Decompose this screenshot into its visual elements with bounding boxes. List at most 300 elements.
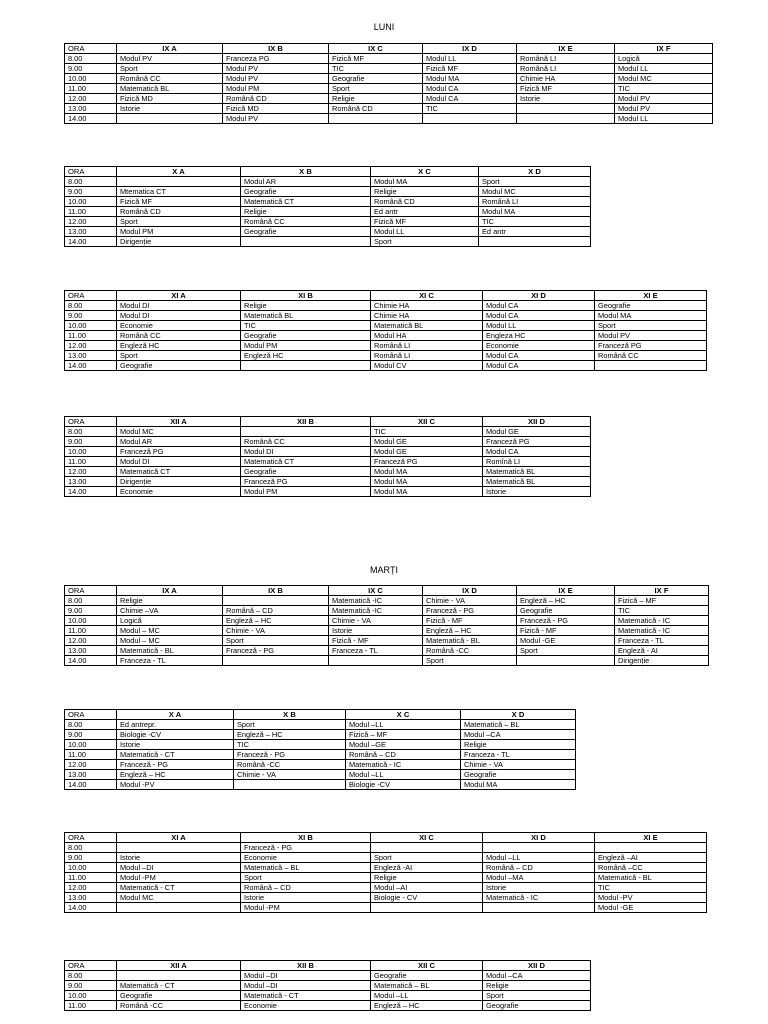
table-row (65, 636, 709, 646)
table-row (65, 467, 591, 477)
subject-cell: Franceză PG (241, 477, 371, 487)
hour-cell: 8.00 (65, 177, 117, 187)
table-row (65, 487, 591, 497)
subject-cell: Matematică BL (483, 477, 591, 487)
subject-cell: Modul –DI (241, 981, 371, 991)
table-row (65, 981, 591, 991)
subject-cell: Sport (595, 321, 707, 331)
subject-cell: Modul MA (371, 487, 483, 497)
table-row (65, 351, 707, 361)
table-row (65, 341, 707, 351)
subject-cell (117, 903, 241, 913)
subject-cell: Istorie (483, 883, 595, 893)
hour-cell: 14.00 (65, 237, 117, 247)
subject-cell: Modul –LL (371, 991, 483, 1001)
subject-cell: Matematică - CT (117, 981, 241, 991)
subject-cell: Română LI (479, 197, 591, 207)
subject-cell: Română CC (241, 217, 371, 227)
table-row (65, 971, 591, 981)
subject-cell: Chimie - VA (329, 616, 423, 626)
subject-cell (223, 596, 329, 606)
header-class: IX B (223, 44, 329, 54)
subject-cell: Sport (479, 177, 591, 187)
subject-cell: Modul CA (483, 311, 595, 321)
table-row (65, 656, 709, 666)
subject-cell: Fizică MF (517, 84, 615, 94)
subject-cell: Ed antrepr. (117, 720, 234, 730)
hour-cell: 8.00 (65, 971, 117, 981)
header-class: IX D (423, 586, 517, 596)
header-ora: ORA (65, 961, 117, 971)
table-row (65, 780, 576, 790)
subject-cell: Sport (223, 636, 329, 646)
subject-cell: Modul PM (241, 341, 371, 351)
table-row (65, 104, 713, 114)
header-class: IX F (615, 44, 713, 54)
hour-cell: 13.00 (65, 227, 117, 237)
timetable-marti-ix (64, 585, 709, 666)
subject-cell: TIC (423, 104, 517, 114)
header-class: X D (461, 710, 576, 720)
subject-cell (234, 780, 346, 790)
hour-cell: 14.00 (65, 903, 117, 913)
subject-cell: Modul CV (371, 361, 483, 371)
header-class: XI E (595, 291, 707, 301)
subject-cell: Chimie - VA (423, 596, 517, 606)
subject-cell: Istorie (241, 893, 371, 903)
subject-cell: Modul DI (241, 447, 371, 457)
timetable-marti-xi (64, 832, 707, 913)
hour-cell: 10.00 (65, 74, 117, 84)
subject-cell: Geografie (241, 187, 371, 197)
header-class: X C (371, 167, 479, 177)
subject-cell: Modul LL (483, 321, 595, 331)
subject-cell: Ed antr (371, 207, 479, 217)
subject-cell (117, 177, 241, 187)
subject-cell (371, 843, 483, 853)
hour-cell: 12.00 (65, 217, 117, 227)
header-class: X B (234, 710, 346, 720)
hour-cell: 13.00 (65, 646, 117, 656)
subject-cell: Română LI (371, 341, 483, 351)
hour-cell: 8.00 (65, 720, 117, 730)
hour-cell: 14.00 (65, 114, 117, 124)
subject-cell: Franceză PG (117, 447, 241, 457)
subject-cell (483, 903, 595, 913)
hour-cell: 9.00 (65, 437, 117, 447)
table-row (65, 54, 713, 64)
subject-cell: Modul –LL (346, 720, 461, 730)
table-row (65, 893, 707, 903)
subject-cell: Modul –LL (483, 853, 595, 863)
subject-cell: Modul PM (117, 227, 241, 237)
table-row (65, 626, 709, 636)
subject-cell: Fizică MF (117, 197, 241, 207)
table-row (65, 596, 709, 606)
subject-cell: Fizică – MF (615, 596, 709, 606)
subject-cell: Modul PV (595, 331, 707, 341)
subject-cell: TIC (241, 321, 371, 331)
subject-cell: Geografie (371, 971, 483, 981)
subject-cell: Matematică - CT (241, 991, 371, 1001)
subject-cell: Română CD (371, 197, 479, 207)
subject-cell: Modul MA (371, 177, 479, 187)
subject-cell (223, 656, 329, 666)
table-row (65, 321, 707, 331)
subject-cell: Fizică MF (371, 217, 479, 227)
table-row (65, 646, 709, 656)
header-class: XII B (241, 961, 371, 971)
header-class: IX E (517, 586, 615, 596)
subject-cell: TIC (615, 84, 713, 94)
subject-cell: Logică (117, 616, 223, 626)
subject-cell: Engleză HC (241, 351, 371, 361)
subject-cell: Modul -GE (595, 903, 707, 913)
header-class: XII C (371, 961, 483, 971)
table-row (65, 606, 709, 616)
hour-cell: 10.00 (65, 197, 117, 207)
subject-cell: Religie (241, 207, 371, 217)
subject-cell: Biologie -CV (117, 730, 234, 740)
subject-cell: Română – CD (241, 883, 371, 893)
subject-cell: Română CC (241, 437, 371, 447)
table-row (65, 84, 713, 94)
subject-cell: Modul CA (483, 361, 595, 371)
subject-cell: Religie (329, 94, 423, 104)
header-class: XII D (483, 961, 591, 971)
subject-cell: Engleză – HC (223, 616, 329, 626)
table-row (65, 750, 576, 760)
subject-cell: Sport (371, 237, 479, 247)
header-ora: ORA (65, 167, 117, 177)
table-row (65, 114, 713, 124)
table-row (65, 1001, 591, 1011)
subject-cell (479, 237, 591, 247)
subject-cell: Economie (241, 853, 371, 863)
subject-cell: Istorie (329, 626, 423, 636)
subject-cell: Matematică - CT (117, 750, 234, 760)
subject-cell: Modul -PV (117, 780, 234, 790)
subject-cell: Modul PV (615, 104, 713, 114)
subject-cell: Română CD (329, 104, 423, 114)
subject-cell: Modul DI (117, 457, 241, 467)
hour-cell: 12.00 (65, 760, 117, 770)
subject-cell: Economie (483, 341, 595, 351)
header-ora: ORA (65, 44, 117, 54)
subject-cell: Matematică CT (241, 197, 371, 207)
hour-cell: 10.00 (65, 616, 117, 626)
header-class: XI D (483, 291, 595, 301)
subject-cell (517, 656, 615, 666)
subject-cell: Matematică BL (483, 467, 591, 477)
table-row (65, 301, 707, 311)
subject-cell: Sport (117, 64, 223, 74)
subject-cell: Geografie (241, 227, 371, 237)
subject-cell: TIC (371, 427, 483, 437)
hour-cell: 11.00 (65, 207, 117, 217)
subject-cell: Franceza - TL (329, 646, 423, 656)
subject-cell: Chimie HA (371, 311, 483, 321)
hour-cell: 8.00 (65, 596, 117, 606)
subject-cell: Dirigenție (117, 477, 241, 487)
table-row (65, 227, 591, 237)
subject-cell: Modul HA (371, 331, 483, 341)
hour-cell: 9.00 (65, 606, 117, 616)
table-row (65, 187, 591, 197)
subject-cell (517, 104, 615, 114)
subject-cell: Geografie (241, 331, 371, 341)
header-class: IX C (329, 586, 423, 596)
subject-cell: Franceză - PG (234, 750, 346, 760)
header-class: XI A (117, 833, 241, 843)
hour-cell: 12.00 (65, 341, 117, 351)
subject-cell: Modul LL (615, 64, 713, 74)
subject-cell: Franceză PG (595, 341, 707, 351)
timetable-marti-xii (64, 960, 591, 1011)
subject-cell: Modul CA (423, 94, 517, 104)
subject-cell: Modul CA (423, 84, 517, 94)
table-row (65, 616, 709, 626)
subject-cell: Engleză HC (117, 341, 241, 351)
subject-cell: Matematică -IC (329, 596, 423, 606)
table-row (65, 217, 591, 227)
subject-cell: Dirigenție (117, 237, 241, 247)
subject-cell: Fizică - MF (517, 626, 615, 636)
hour-cell: 11.00 (65, 873, 117, 883)
header-class: IX A (117, 586, 223, 596)
hour-cell: 10.00 (65, 863, 117, 873)
hour-cell: 9.00 (65, 853, 117, 863)
header-class: IX C (329, 44, 423, 54)
subject-cell: Chimie - VA (461, 760, 576, 770)
subject-cell: Franceză - PG (423, 606, 517, 616)
subject-cell: Economie (117, 487, 241, 497)
subject-cell: Franceză PG (483, 437, 591, 447)
header-class: XI B (241, 833, 371, 843)
subject-cell: Logică (615, 54, 713, 64)
subject-cell: Sport (117, 217, 241, 227)
header-class: X D (479, 167, 591, 177)
hour-cell: 8.00 (65, 54, 117, 64)
hour-cell: 10.00 (65, 447, 117, 457)
subject-cell: Modul MA (371, 467, 483, 477)
subject-cell: Modul MC (615, 74, 713, 84)
subject-cell: Modul MC (117, 427, 241, 437)
table-row (65, 720, 576, 730)
subject-cell: Fizică MF (423, 64, 517, 74)
subject-cell: Istorie (483, 487, 591, 497)
header-ora: ORA (65, 417, 117, 427)
subject-cell: Modul –CA (461, 730, 576, 740)
subject-cell (595, 361, 707, 371)
header-ora: ORA (65, 586, 117, 596)
header-class: XI C (371, 291, 483, 301)
header-class: X C (346, 710, 461, 720)
subject-cell (517, 114, 615, 124)
subject-cell: Modul PM (241, 487, 371, 497)
hour-cell: 11.00 (65, 626, 117, 636)
subject-cell: Istorie (117, 104, 223, 114)
subject-cell: Modul GE (483, 427, 591, 437)
subject-cell: Fizică MD (117, 94, 223, 104)
subject-cell: Religie (117, 596, 223, 606)
subject-cell: Geografie (595, 301, 707, 311)
table-row (65, 207, 591, 217)
subject-cell: Română CC (117, 74, 223, 84)
hour-cell: 12.00 (65, 883, 117, 893)
subject-cell: Română -CC (423, 646, 517, 656)
subject-cell: Engleză –AI (595, 853, 707, 863)
subject-cell: Engleză – HC (234, 730, 346, 740)
subject-cell (117, 843, 241, 853)
hour-cell: 10.00 (65, 740, 117, 750)
subject-cell: TIC (479, 217, 591, 227)
hour-cell: 11.00 (65, 750, 117, 760)
subject-cell: Matematică - IC (346, 760, 461, 770)
hour-cell: 13.00 (65, 477, 117, 487)
subject-cell: Modul MA (461, 780, 576, 790)
subject-cell: Sport (371, 853, 483, 863)
subject-cell: Istorie (517, 94, 615, 104)
subject-cell: Istorie (117, 740, 234, 750)
subject-cell (117, 971, 241, 981)
table-row (65, 873, 707, 883)
header-class: IX F (615, 586, 709, 596)
timetable-luni-ix (64, 43, 713, 124)
table-row (65, 770, 576, 780)
subject-cell: Geografie (117, 361, 241, 371)
subject-cell: Modul MA (371, 477, 483, 487)
hour-cell: 13.00 (65, 770, 117, 780)
subject-cell: Matematică – BL (371, 981, 483, 991)
hour-cell: 9.00 (65, 981, 117, 991)
subject-cell: Modul MA (595, 311, 707, 321)
table-row (65, 883, 707, 893)
subject-cell: Modul CA (483, 447, 591, 457)
subject-cell: Matematică CT (117, 467, 241, 477)
subject-cell: Mtematica CT (117, 187, 241, 197)
table-row (65, 197, 591, 207)
subject-cell (241, 361, 371, 371)
subject-cell: Engleză – HC (117, 770, 234, 780)
table-row (65, 991, 591, 1001)
hour-cell: 14.00 (65, 487, 117, 497)
hour-cell: 12.00 (65, 467, 117, 477)
subject-cell: Sport (117, 351, 241, 361)
table-row (65, 427, 591, 437)
hour-cell: 11.00 (65, 84, 117, 94)
subject-cell (241, 237, 371, 247)
subject-cell: Română CD (117, 207, 241, 217)
subject-cell: Franceza - TL (117, 656, 223, 666)
subject-cell (329, 114, 423, 124)
subject-cell: Sport (423, 656, 517, 666)
subject-cell: Română – CD (483, 863, 595, 873)
subject-cell: Matematică - BL (595, 873, 707, 883)
header-class: IX D (423, 44, 517, 54)
subject-cell: Română CC (595, 351, 707, 361)
subject-cell (117, 114, 223, 124)
subject-cell: Modul AR (117, 437, 241, 447)
subject-cell: Română LI (517, 64, 615, 74)
hour-cell: 13.00 (65, 351, 117, 361)
table-row (65, 730, 576, 740)
subject-cell: Modul PV (615, 94, 713, 104)
subject-cell: Engleză – HC (517, 596, 615, 606)
subject-cell: Engleză – HC (371, 1001, 483, 1011)
subject-cell: Matematică - IC (615, 616, 709, 626)
header-class: X B (241, 167, 371, 177)
subject-cell: Sport (234, 720, 346, 730)
header-class: XI A (117, 291, 241, 301)
subject-cell: Sport (483, 991, 591, 1001)
table-row (65, 760, 576, 770)
hour-cell: 12.00 (65, 94, 117, 104)
timetable-marti-x (64, 709, 576, 790)
header-ora: ORA (65, 710, 117, 720)
hour-cell: 14.00 (65, 361, 117, 371)
subject-cell: Franceză - PG (241, 843, 371, 853)
hour-cell: 8.00 (65, 843, 117, 853)
subject-cell: Franceza - TL (461, 750, 576, 760)
subject-cell: Română -CC (117, 1001, 241, 1011)
header-class: X A (117, 167, 241, 177)
subject-cell: Religie (241, 301, 371, 311)
subject-cell: Română –CC (595, 863, 707, 873)
subject-cell: Geografie (329, 74, 423, 84)
table-row (65, 843, 707, 853)
subject-cell: Modul -PM (117, 873, 241, 883)
subject-cell: Modul –DI (241, 971, 371, 981)
table-row (65, 863, 707, 873)
header-class: X A (117, 710, 234, 720)
subject-cell: Modul AR (241, 177, 371, 187)
subject-cell: Română – CD (346, 750, 461, 760)
subject-cell: Fizică MF (329, 54, 423, 64)
subject-cell: TIC (615, 606, 709, 616)
subject-cell: Geografie (517, 606, 615, 616)
subject-cell: Modul – MC (117, 626, 223, 636)
subject-cell: Modul – MC (117, 636, 223, 646)
subject-cell: Modul –LL (346, 770, 461, 780)
subject-cell: Modul PM (223, 84, 329, 94)
subject-cell (483, 843, 595, 853)
subject-cell: TIC (595, 883, 707, 893)
table-row (65, 361, 707, 371)
subject-cell: Modul MA (479, 207, 591, 217)
subject-cell: Română -CC (234, 760, 346, 770)
timetable-luni-x (64, 166, 591, 247)
timetable-luni-xi (64, 290, 707, 371)
subject-cell: Religie (371, 873, 483, 883)
subject-cell: Română LI (517, 54, 615, 64)
subject-cell: Modul –DI (117, 863, 241, 873)
subject-cell (423, 114, 517, 124)
subject-cell: Religie (483, 981, 591, 991)
subject-cell: Matematică -IC (329, 606, 423, 616)
subject-cell: Chimie - VA (234, 770, 346, 780)
table-row (65, 64, 713, 74)
subject-cell: Română CD (223, 94, 329, 104)
hour-cell: 12.00 (65, 636, 117, 646)
subject-cell: TIC (234, 740, 346, 750)
table-row (65, 237, 591, 247)
header-class: XI E (595, 833, 707, 843)
subject-cell: Sport (517, 646, 615, 656)
hour-cell: 11.00 (65, 457, 117, 467)
subject-cell: Modul –CA (483, 971, 591, 981)
subject-cell: Economie (241, 1001, 371, 1011)
